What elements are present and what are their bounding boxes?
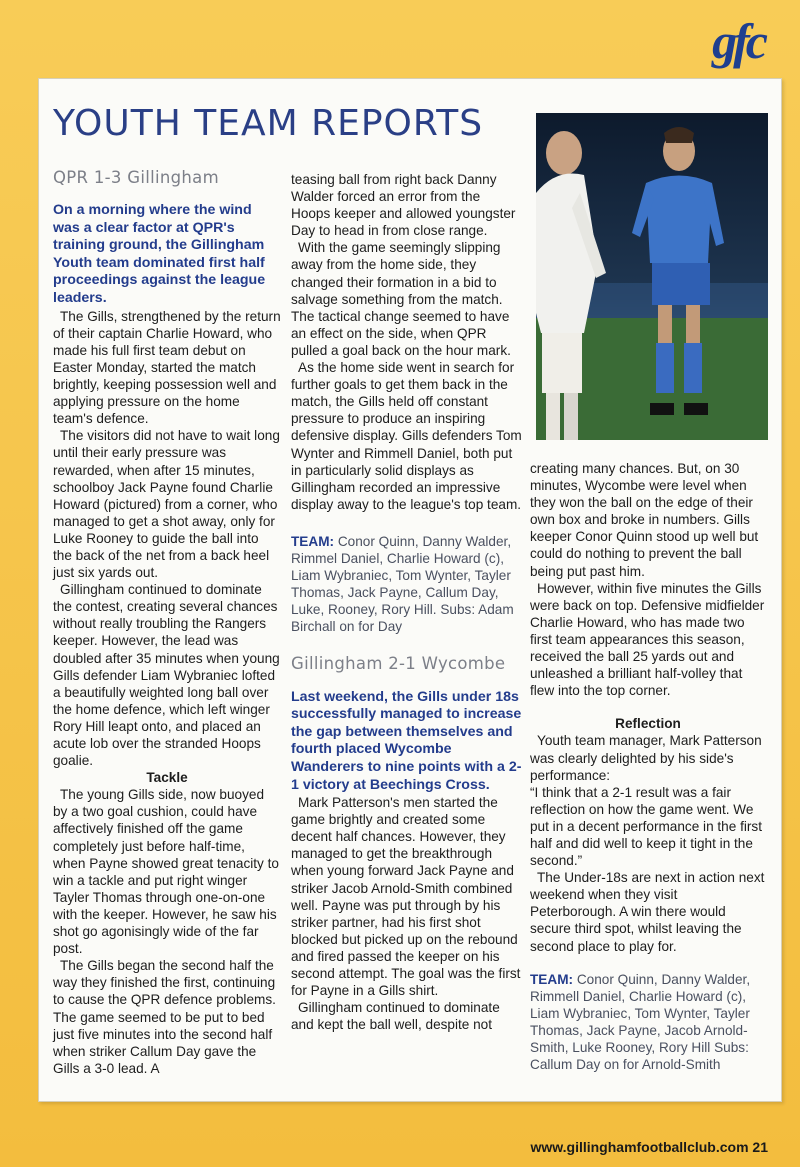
column-3 bbox=[530, 460, 766, 1073]
report1-paragraph: As the home side went in search for further goals to get them back in the match, the Gills held off constant pressure to produce an inspiring defensive display. Gills defenders Tom Wynter and Rimmell Daniel, both put in particularly solid displays as Gillingham recorded an impressive display away to the league's top team. bbox=[291, 360, 522, 512]
column-1 bbox=[53, 169, 281, 1077]
column-2 bbox=[291, 171, 523, 1033]
report2-paragraph: Gillingham continued to dominate and kept the ball well, despite not bbox=[291, 1000, 500, 1033]
report2-team bbox=[530, 971, 766, 1074]
club-logo-text: gfc bbox=[712, 13, 764, 69]
report2-paragraph: Mark Patterson's men started the game brightly and created some decent half chances. However, they managed to get the breakthrough when young forward Jack Payne and striker Jacob Arnold-Smith combined well. Payne was put through by his striker partner, had his first shot blocked but picked up on the rebound and fired passed the keeper on his second attempt. The goal was the first for Payne in a Gills shirt. bbox=[291, 795, 521, 999]
report1-paragraph: teasing ball from right back Danny Walder forced an error from the Hoops keeper and allowed youngster Day to head in from close range. bbox=[291, 172, 516, 239]
report1-subhead: Tackle bbox=[146, 770, 188, 786]
player-photo-illustration bbox=[536, 113, 768, 440]
report1-paragraph: The Gills began the second half the way they finished the first, continuing to cause the QPR defence problems. The game seemed to be put to bed just five minutes into the second half when striker Callum Day gave the Gills a 3-0 lead. A bbox=[53, 958, 276, 1076]
report1-paragraph: The Gills, strengthened by the return of their captain Charlie Howard, who made his full first team debut on Easter Monday, started the match brightly, keeping possession well and applying pressure on the home team's defence. bbox=[53, 308, 281, 427]
player-photo bbox=[536, 113, 768, 440]
report1-lead: On a morning where the wind was a clear factor at QPR's training ground, the Gillingham Youth team dominated first half proceedings against the league leaders. bbox=[53, 202, 266, 307]
article-page bbox=[38, 78, 782, 1102]
report2-paragraph: However, within five minutes the Gills were back on top. Defensive midfielder Charlie Howard, who has made two first team appearances this season, received the ball 25 yards out and unleashed a brilliant half-volley that flew into the top corner. bbox=[530, 580, 765, 699]
report2-team-label: TEAM: bbox=[530, 971, 574, 987]
club-logo bbox=[700, 13, 776, 72]
report1-paragraph: The visitors did not have to wait long until their early pressure was rewarded, when after 15 minutes, schoolboy Jack Payne found Charlie Howard (pictured) from a corner, who managed to get a shot away, only for Luke Rooney to guide the ball into the back of the net from a back heel just six yards out. bbox=[53, 428, 280, 581]
report1-team-list: Conor Quinn, Danny Walder, Rimmel Daniel, Charlie Howard (c), Liam Wybraniec, Tom Wynter, Tayler Thomas, Jack Payne, Callum Day, Luke, Rooney, Rory Hill. Subs: Adam Birchall on for Day bbox=[291, 533, 514, 635]
report1-team-label: TEAM: bbox=[291, 533, 335, 549]
report1-paragraph: With the game seemingly slipping away from the home side, they changed their formation in a bid to salvage something from the match. The tactical change seemed to have an effect on the side, when QPR pulled a goal back on the hour mark. bbox=[291, 240, 511, 358]
report2-quote: “I think that a 2-1 result was a fair reflection on how the game went. We put in a decent performance in the first half and did well to keep it tight in the second.” bbox=[530, 784, 762, 869]
report1-paragraph: Gillingham continued to dominate the contest, creating several chances without really troubling the Rangers keeper. However, the lead was doubled after 35 minutes when young Gills defender Liam Wybraniec lofted a beautifully weighted long ball over the home defence, which left winger Rory Hill leapt onto, and placed an acute lob over the stranded Hoops goalie. bbox=[53, 582, 280, 769]
report2-paragraph: creating many chances. But, on 30 minutes, Wycombe were level when they won the ball on the edge of their own box and broke in numbers. Gills keeper Conor Quinn stood up well but could do nothing to prevent the ball being put past him. bbox=[530, 461, 759, 579]
page-title: YOUTH TEAM REPORTS bbox=[53, 103, 484, 144]
report2-team-list: Conor Quinn, Danny Walder, Rimmell Daniel, Charlie Howard (c), Liam Wybraniec, Tom Wynter, Tayler Thomas, Jack Payne, Jacob Arnold-Smith, Luke Rooney, Rory Hill Subs: Callum Day on for Arnold-Smith bbox=[530, 971, 751, 1073]
footer-url-page-number: www.gillinghamfootballclub.com 21 bbox=[530, 1139, 768, 1155]
report2-paragraph: Youth team manager, Mark Patterson was clearly delighted by his side's performance: bbox=[530, 733, 762, 783]
report1-heading: QPR 1-3 Gillingham bbox=[53, 168, 219, 187]
report1-paragraph: The young Gills side, now buoyed by a two goal cushion, could have affectively finished off the game completely just before half-time, when Payne showed great tenacity to win a tackle and put right winger Tayler Thomas through one-on-one with the keeper. However, he saw his shot go agonisingly wide of the far post. bbox=[53, 787, 279, 957]
report2-heading: Gillingham 2-1 Wycombe bbox=[291, 654, 506, 674]
report2-lead: Last weekend, the Gills under 18s successfully managed to increase the gap between themselves and fourth placed Wycombe Wanderers to nine points with a 2-1 victory at Beechings Cross. bbox=[291, 688, 522, 793]
report2-subhead: Reflection bbox=[615, 716, 681, 732]
report1-team bbox=[291, 533, 523, 636]
report2-paragraph: The Under-18s are next in action next weekend when they visit Peterborough. A win there would secure third spot, whilst leaving the second place to play for. bbox=[530, 870, 765, 954]
